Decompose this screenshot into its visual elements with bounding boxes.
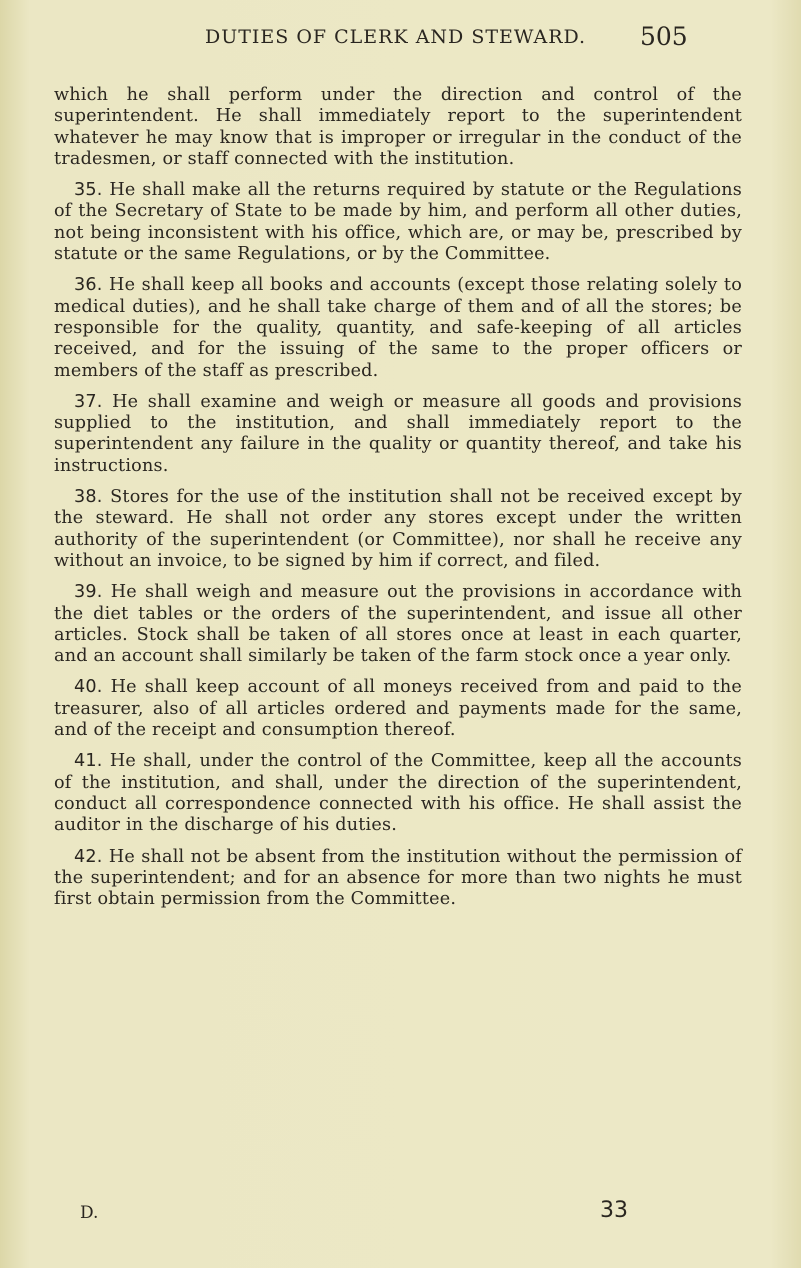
- paragraph-text: He shall keep all books and accounts (except those relating solely to medical duties), and he shall take charge of them and of all the stores; be responsible for the quality, quantity, and safe-keeping of all articles received, and for the issuing of the same to the proper officers or members of the staff as prescribed.: [54, 275, 742, 381]
- paragraph-text: which he shall perform under the direction and control of the superintendent. He shall immediately report to the superintendent whatever he may know that is improper or irregular in the conduct of the tradesmen, or staff connected with the institution.: [54, 85, 742, 169]
- paragraph-text: He shall not be absent from the institution without the permission of the superintendent; and for an absence for more than two nights he must first obtain permission from the Committee.: [54, 846, 742, 910]
- paragraph-text: He shall make all the returns required by statute or the Regulations of the Secretary of State to be made by him, and perform all other duties, not being inconsistent with his office, which are, or may be, prescribed by statute or the same Regulations, or by the Committee.: [54, 180, 743, 265]
- paragraph-text: He shall examine and weigh or measure all goods and provisions supplied to the institution, and shall immediately report to the superintendent any failure in the quality or quantity thereof, and take his instructions.: [54, 391, 743, 476]
- paragraph-text: He shall weigh and measure out the provisions in accordance with the diet tables or the orders of the superintendent, and issue all other articles. Stock shall be taken of all stores once at least in each quarter, and an account shall similarly be taken of the farm stock once a year only.: [54, 582, 742, 667]
- paragraph-number: 35.: [74, 180, 103, 201]
- paragraph-number: 42.: [74, 846, 103, 867]
- paragraph-number: 36.: [74, 275, 103, 296]
- paragraph-40: [54, 677, 742, 741]
- paragraph-continuation: [54, 85, 742, 170]
- paragraph-number: 38.: [74, 487, 103, 508]
- paragraph-42: [54, 847, 742, 911]
- paragraph-text: He shall, under the control of the Committee, keep all the accounts of the institution, and shall, under the direction of the superintendent, conduct all correspondence connected with his office. He shall assist the auditor in the discharge of his duties.: [54, 751, 742, 836]
- paragraph-39: [54, 582, 742, 667]
- paragraph-text: Stores for the use of the institution shall not be received except by the steward. He shall not order any stores except under the written authority of the superintendent (or Committee), nor shall he receive any without an invoice, to be signed by him if correct, and filed.: [54, 487, 742, 571]
- running-head: DUTIES OF CLERK AND STEWARD.: [205, 26, 587, 48]
- paragraph-41: [54, 751, 742, 836]
- paragraph-number: 37.: [74, 391, 103, 412]
- paragraph-37: [54, 392, 742, 477]
- paragraph-38: [54, 487, 742, 572]
- body-text: [54, 85, 742, 910]
- paragraph-35: [54, 180, 742, 265]
- paragraph-number: 40.: [74, 677, 103, 698]
- paragraph-36: [54, 275, 742, 381]
- paragraph-number: 41.: [74, 751, 103, 772]
- page-number: 505: [640, 22, 688, 51]
- sheet-number: 33: [600, 1198, 628, 1223]
- signature-mark: D.: [80, 1203, 99, 1223]
- paragraph-number: 39.: [74, 582, 103, 603]
- paragraph-text: He shall keep account of all moneys received from and paid to the treasurer, also of all articles ordered and payments made for the same, and of the receipt and consumption thereof.: [54, 677, 743, 741]
